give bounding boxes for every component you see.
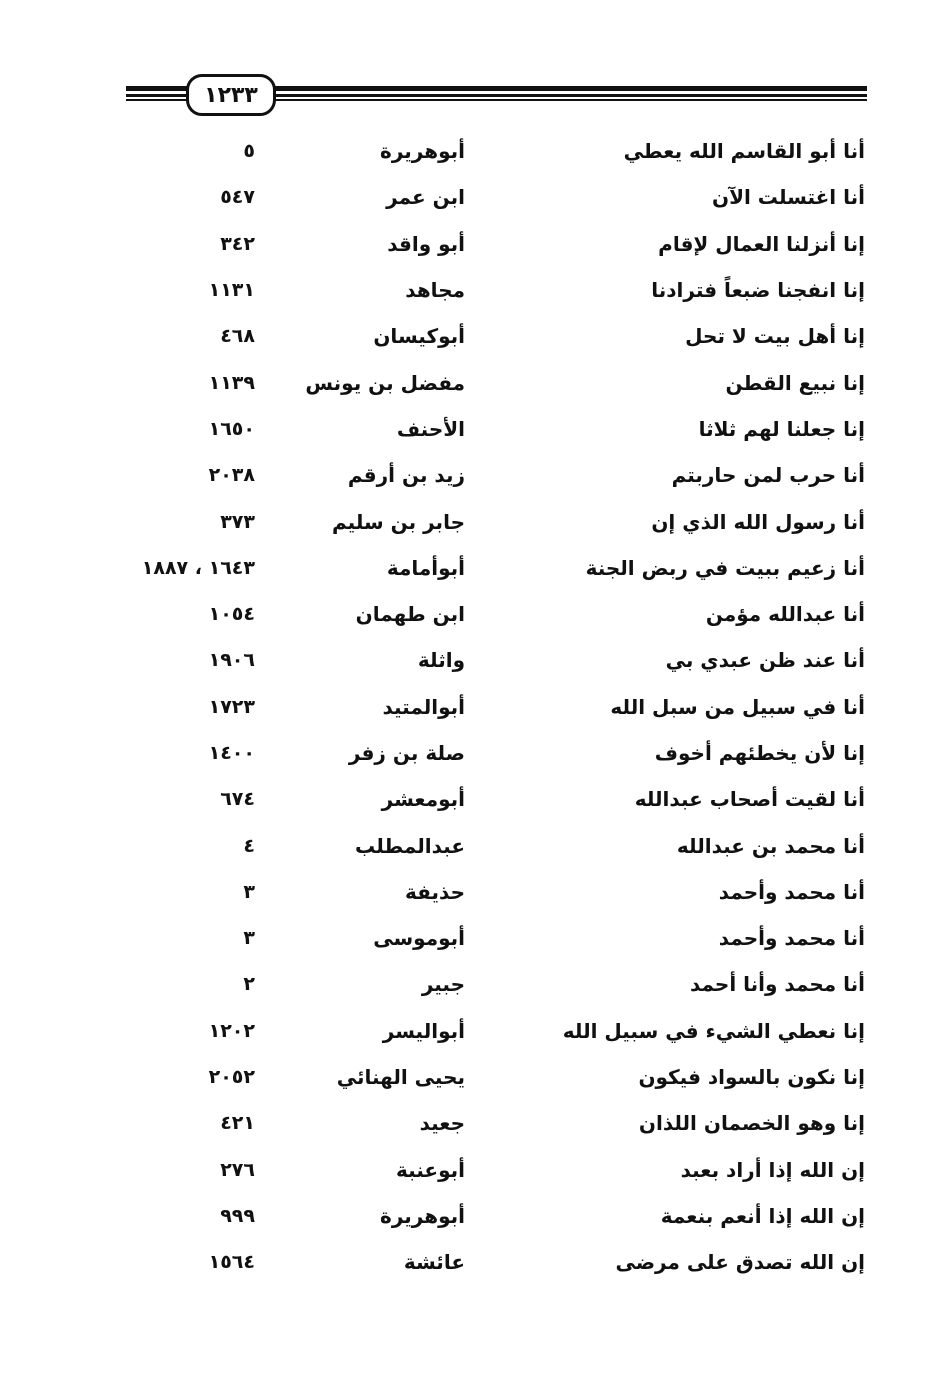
index-row bbox=[90, 869, 865, 915]
narrator-name: أبوموسى bbox=[373, 926, 465, 951]
narrator-name: مجاهد bbox=[405, 278, 465, 303]
hadith-incipit: إن الله تصدق على مرضى bbox=[615, 1250, 865, 1275]
hadith-incipit: إنا وهو الخصمان اللذان bbox=[638, 1111, 865, 1136]
hadith-incipit: أنا لقيت أصحاب عبدالله bbox=[634, 787, 865, 812]
index-row bbox=[90, 684, 865, 730]
hadith-incipit: إنا جعلنا لهم ثلاثا bbox=[698, 416, 865, 441]
index-row bbox=[90, 1100, 865, 1146]
narrator-name: أبو واقد bbox=[387, 231, 465, 256]
page-number: ١٢٣٣ bbox=[186, 74, 276, 116]
index-row bbox=[90, 128, 865, 174]
narrator-name: جبير bbox=[421, 972, 465, 997]
hadith-number: ٣٤٢ bbox=[220, 232, 255, 255]
hadith-number: ٢ bbox=[243, 973, 255, 996]
narrator-name: يحيى الهنائي bbox=[336, 1065, 465, 1090]
narrator-name: أبوعنبة bbox=[395, 1157, 465, 1182]
hadith-incipit: أنا رسول الله الذي إن bbox=[651, 509, 865, 534]
index-row bbox=[90, 730, 865, 776]
hadith-incipit: أنا محمد وأحمد bbox=[718, 879, 865, 904]
hadith-incipit: أنا محمد وأنا أحمد bbox=[689, 972, 865, 997]
hadith-incipit: إنا لأن يخطئهم أخوف bbox=[654, 741, 865, 765]
hadith-number: ٢٠٥٢ bbox=[208, 1066, 255, 1089]
hadith-number: ١٢٠٢ bbox=[208, 1019, 255, 1042]
narrator-name: أبوهريرة bbox=[380, 139, 465, 164]
narrator-name: زيد بن أرقم bbox=[347, 463, 465, 488]
hadith-number: ٤ bbox=[243, 834, 255, 857]
hadith-number: ١٥٦٤ bbox=[208, 1251, 255, 1274]
hadith-incipit: أنا في سبيل من سبل الله bbox=[610, 694, 865, 719]
index-row bbox=[90, 1239, 865, 1285]
hadith-incipit: إنا نكون بالسواد فيكون bbox=[638, 1065, 865, 1090]
hadith-number: ٣ bbox=[243, 927, 255, 950]
hadith-incipit: أنا اغتسلت الآن bbox=[712, 185, 865, 210]
hadith-number: ٤٦٨ bbox=[220, 325, 255, 348]
hadith-number: ٩٩٩ bbox=[220, 1204, 255, 1227]
hadith-index-list bbox=[90, 128, 865, 1285]
narrator-name: أبومعشر bbox=[381, 787, 465, 812]
index-row bbox=[90, 591, 865, 637]
hadith-number: ١٦٥٠ bbox=[208, 417, 255, 440]
narrator-name: واثلة bbox=[417, 648, 465, 673]
hadith-number: ٥ bbox=[243, 140, 255, 163]
hadith-incipit: إن الله إذا أنعم بنعمة bbox=[660, 1203, 865, 1228]
narrator-name: أبوهريرة bbox=[380, 1203, 465, 1228]
hadith-incipit: أنا أبو القاسم الله يعطي bbox=[623, 139, 865, 164]
index-row bbox=[90, 1008, 865, 1054]
index-row bbox=[90, 221, 865, 267]
index-row bbox=[90, 961, 865, 1007]
hadith-number: ١١٣١ bbox=[208, 279, 255, 302]
index-row bbox=[90, 267, 865, 313]
index-row bbox=[90, 498, 865, 544]
hadith-number: ٣ bbox=[243, 880, 255, 903]
hadith-number: ١٩٠٦ bbox=[208, 649, 255, 672]
hadith-incipit: إنا نعطي الشيء في سبيل الله bbox=[562, 1018, 865, 1043]
hadith-number: ٤٢١ bbox=[220, 1112, 255, 1135]
narrator-name: أبوأمامة bbox=[386, 555, 465, 580]
hadith-number: ٢٠٣٨ bbox=[208, 464, 255, 487]
hadith-incipit: إنا أهل بيت لا تحل bbox=[685, 324, 865, 349]
index-row bbox=[90, 174, 865, 220]
index-row bbox=[90, 915, 865, 961]
hadith-incipit: أنا محمد وأحمد bbox=[718, 926, 865, 951]
narrator-name: حذيفة bbox=[405, 879, 465, 904]
narrator-name: جعيد bbox=[419, 1111, 465, 1136]
hadith-incipit: أنا عند ظن عبدي بي bbox=[665, 648, 865, 673]
narrator-name: عائشة bbox=[403, 1250, 465, 1275]
index-row bbox=[90, 359, 865, 405]
hadith-incipit: أنا زعيم ببيت في ربض الجنة bbox=[585, 555, 865, 580]
hadith-number: ٦٧٤ bbox=[220, 788, 255, 811]
index-row bbox=[90, 1054, 865, 1100]
hadith-number: ١٦٤٣ ، ١٨٨٧ bbox=[141, 556, 255, 579]
hadith-number: ٢٧٦ bbox=[220, 1158, 255, 1181]
narrator-name: أبوكيسان bbox=[373, 324, 465, 349]
hadith-incipit: إنا نبيع القطن bbox=[725, 370, 865, 395]
hadith-incipit: أنا عبدالله مؤمن bbox=[705, 602, 865, 627]
narrator-name: الأحنف bbox=[396, 416, 465, 441]
hadith-number: ١٧٢٣ bbox=[208, 695, 255, 718]
hadith-number: ١٤٠٠ bbox=[208, 742, 255, 764]
narrator-name: جابر بن سليم bbox=[332, 509, 465, 534]
hadith-incipit: أنا حرب لمن حاربتم bbox=[671, 463, 865, 488]
hadith-incipit: إن الله إذا أراد بعبد bbox=[680, 1157, 865, 1182]
narrator-name: أبواليسر bbox=[382, 1018, 465, 1043]
index-row bbox=[90, 637, 865, 683]
hadith-incipit: أنا محمد بن عبدالله bbox=[676, 833, 865, 858]
narrator-name: ابن طهمان bbox=[355, 602, 465, 627]
index-row bbox=[90, 822, 865, 868]
index-row bbox=[90, 545, 865, 591]
index-row bbox=[90, 776, 865, 822]
index-row bbox=[90, 406, 865, 452]
narrator-name: ابن عمر bbox=[386, 185, 465, 210]
hadith-incipit: إنا أنزلنا العمال لإقام bbox=[658, 231, 865, 256]
narrator-name: مفضل بن يونس bbox=[305, 370, 465, 395]
index-row bbox=[90, 313, 865, 359]
narrator-name: أبوالمتيد bbox=[382, 694, 465, 719]
index-row bbox=[90, 1147, 865, 1193]
index-row bbox=[90, 452, 865, 498]
hadith-number: ٣٧٣ bbox=[220, 510, 255, 533]
hadith-number: ٥٤٧ bbox=[220, 186, 255, 209]
narrator-name: صلة بن زفر bbox=[348, 741, 465, 765]
index-row bbox=[90, 1193, 865, 1239]
hadith-number: ١٠٥٤ bbox=[208, 603, 255, 626]
hadith-incipit: إنا انفجنا ضبعاً فترادنا bbox=[651, 278, 865, 303]
narrator-name: عبدالمطلب bbox=[355, 833, 465, 858]
hadith-number: ١١٣٩ bbox=[208, 371, 255, 394]
